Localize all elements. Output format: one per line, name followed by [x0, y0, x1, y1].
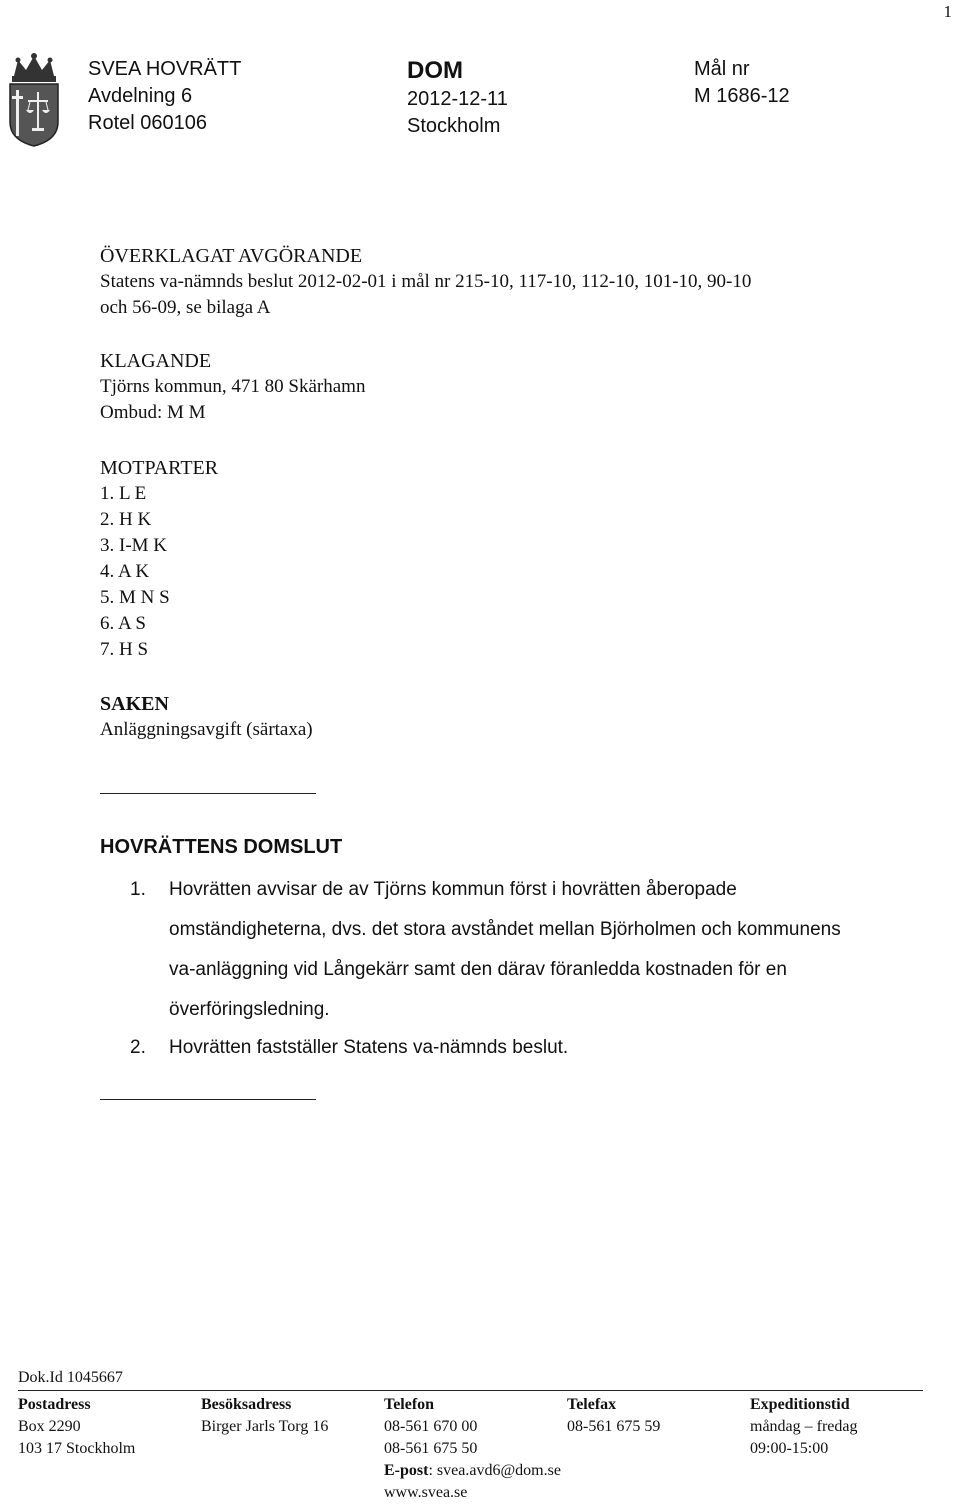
document-place: Stockholm [407, 115, 501, 137]
matter-text: Anläggningsavgift (särtaxa) [100, 719, 313, 740]
case-number-label: Mål nr [694, 58, 750, 80]
appellant-heading: KLAGANDE [100, 350, 212, 372]
judgment-item-line: Hovrätten avvisar de av Tjörns kommun först i hovrätten åberopade [169, 879, 737, 900]
judgment-item-number: 1. [130, 879, 146, 900]
court-rotel: Rotel 060106 [88, 112, 207, 134]
counterparty-item: 2. H K [100, 509, 152, 530]
judgment-item-text [169, 1028, 909, 1068]
footer-heading: Expeditionstid [750, 1396, 850, 1413]
counterparties-section [100, 455, 218, 663]
counterparty-item: 5. M N S [100, 587, 170, 608]
counterparty-item: 1. L E [100, 483, 147, 504]
document-date: 2012-12-11 [407, 88, 508, 110]
appealed-decision-line: Statens va-nämnds beslut 2012-02-01 i mål nr 215-10, 117-10, 112-10, 101-10, 90-10 [100, 271, 752, 292]
footer-line: 08-561 670 00 [384, 1418, 478, 1435]
court-info [88, 56, 241, 137]
document-type: DOM [407, 57, 463, 84]
footer-line: 08-561 675 59 [567, 1418, 661, 1435]
footer-hours [750, 1394, 858, 1460]
judgment-item-line: omständigheterna, dvs. det stora avståndet mellan Björholmen och kommunens [169, 919, 841, 940]
case-info [694, 56, 790, 110]
court-name: SVEA HOVRÄTT [88, 58, 242, 80]
judgment-item [130, 870, 930, 1030]
footer-website[interactable]: www.svea.se [384, 1484, 468, 1501]
footer-line: 08-561 675 50 [384, 1440, 478, 1457]
footer-visiting [201, 1394, 328, 1438]
footer-heading: Besöksadress [201, 1396, 292, 1413]
document-meta [407, 56, 508, 140]
judgment-item-line: Hovrätten fastställer Statens va-nämnds beslut. [169, 1037, 569, 1058]
footer-heading: Postadress [18, 1396, 91, 1413]
footer-rule [18, 1390, 923, 1391]
footer-line: 09:00-15:00 [750, 1440, 829, 1457]
footer-email[interactable]: E-post: svea.avd6@dom.se [384, 1462, 561, 1479]
case-number: M 1686-12 [694, 85, 790, 107]
judgment-item [130, 1028, 930, 1068]
court-coat-of-arms-icon [4, 52, 64, 148]
counterparty-item: 6. A S [100, 613, 146, 634]
footer-email-label: E-post [384, 1462, 429, 1479]
footer-heading: Telefon [384, 1396, 435, 1413]
appellant-representative: Ombud: M M [100, 402, 206, 423]
footer-heading: Telefax [567, 1396, 617, 1413]
counterparty-item: 4. A K [100, 561, 150, 582]
footer-phone [384, 1394, 561, 1504]
separator-line [100, 793, 316, 794]
judgment-item-line: överföringsledning. [169, 999, 330, 1020]
appellant-section [100, 348, 365, 426]
footer-contact [18, 1394, 923, 1501]
footer-fax [567, 1394, 660, 1438]
footer-line: måndag – fredag [750, 1418, 858, 1435]
counterparty-item: 7. H S [100, 639, 149, 660]
judgment-item-text [169, 870, 909, 1030]
judgment-heading: HOVRÄTTENS DOMSLUT [100, 836, 343, 858]
judgment-item-line: va-anläggning vid Långekärr samt den därav föranledda kostnaden för en [169, 959, 787, 980]
footer-line: Birger Jarls Torg 16 [201, 1418, 329, 1435]
counterparties-heading: MOTPARTER [100, 457, 219, 479]
footer-line: Box 2290 [18, 1418, 81, 1435]
matter-heading: SAKEN [100, 693, 169, 715]
document-id: Dok.Id 1045667 [18, 1369, 123, 1386]
appealed-decision-line: och 56-09, se bilaga A [100, 297, 271, 318]
matter-section [100, 691, 313, 743]
appellant-line: Tjörns kommun, 471 80 Skärhamn [100, 376, 366, 397]
counterparty-item: 3. I-M K [100, 535, 168, 556]
appealed-decision-section [100, 243, 751, 321]
separator-line [100, 1099, 316, 1100]
judgment-item-number: 2. [130, 1037, 146, 1058]
footer-postal [18, 1394, 135, 1460]
footer-email-address[interactable]: svea.avd6@dom.se [436, 1462, 561, 1479]
page-number: 1 [943, 2, 952, 21]
court-division: Avdelning 6 [88, 85, 193, 107]
footer-line: 103 17 Stockholm [18, 1440, 136, 1457]
appealed-decision-heading: ÖVERKLAGAT AVGÖRANDE [100, 245, 363, 267]
